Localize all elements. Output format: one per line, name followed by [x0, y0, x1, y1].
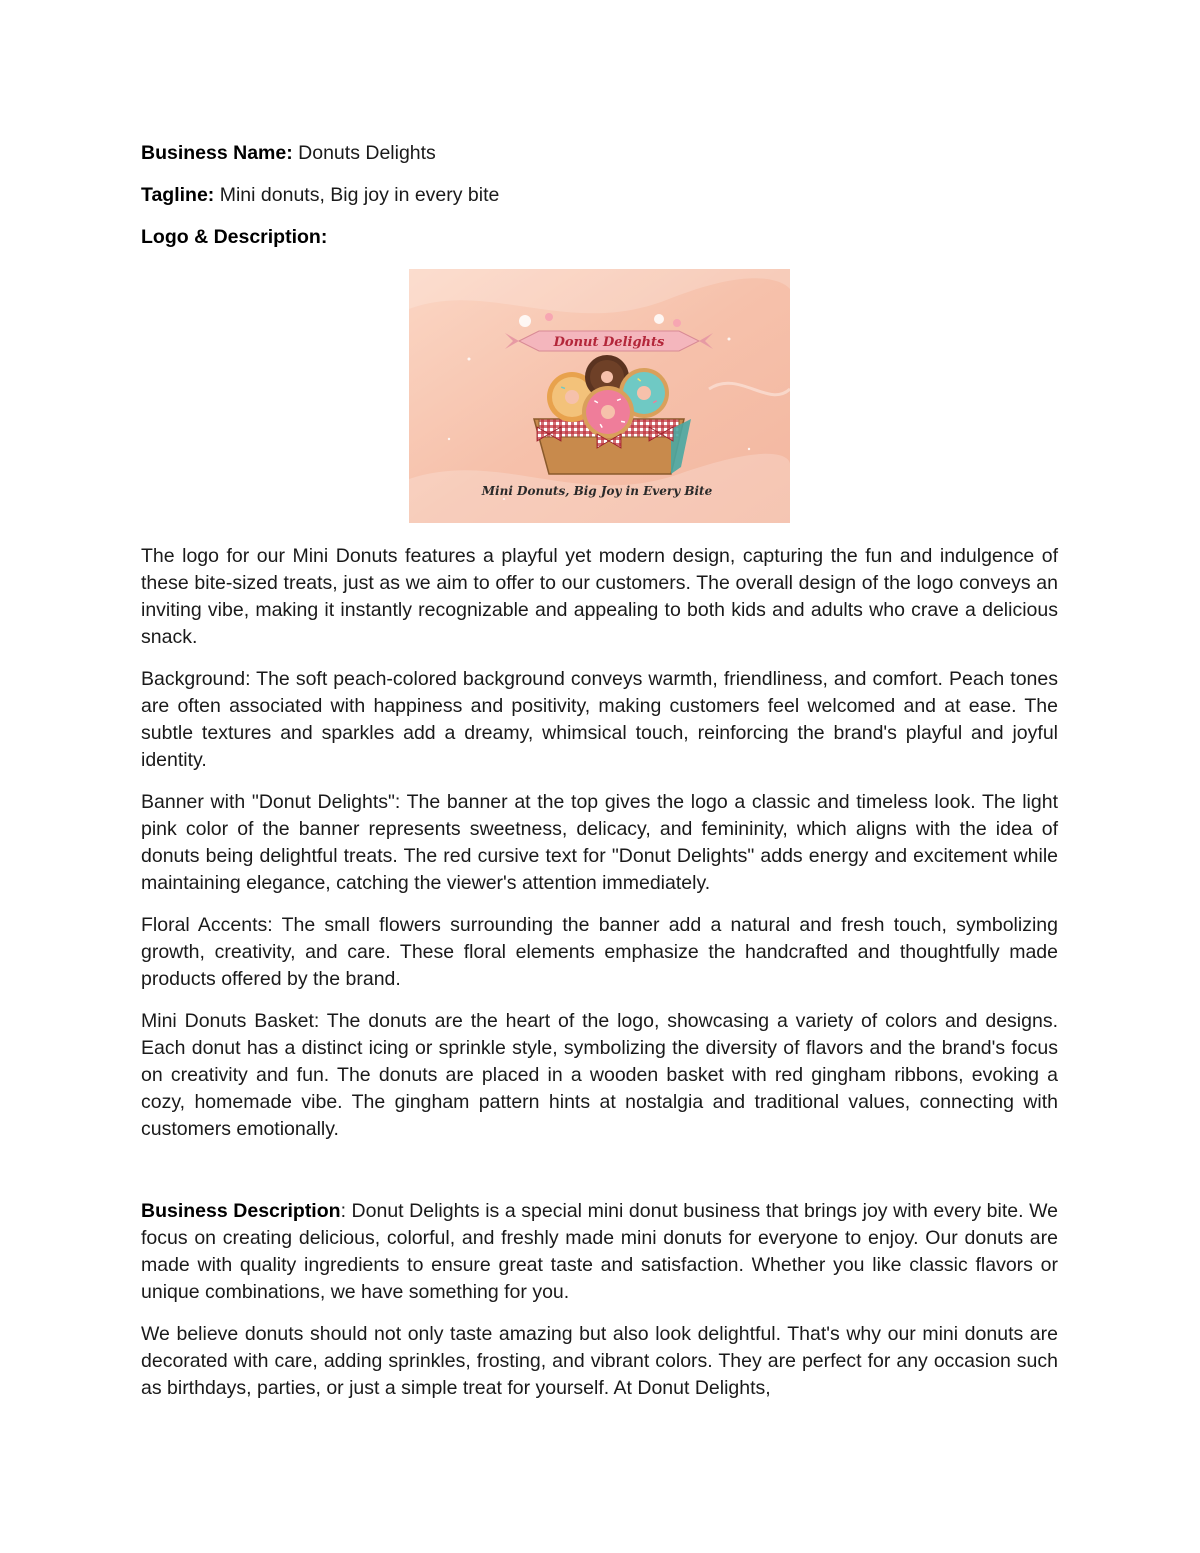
flower: [654, 314, 664, 324]
tagline-line: [141, 180, 1058, 210]
donut-pink: [582, 386, 634, 438]
business-description-label: Business Description: [141, 1200, 341, 1222]
flower: [545, 313, 553, 321]
paragraph-business-description: [141, 1198, 1058, 1306]
paragraph-basket: Mini Donuts Basket: The donuts are the heart of the logo, showcasing a variety of colors and designs. Each donut has a distinct icing or sprinkle style, symbolizing the diversity of flavors and the brand's focus on creativity and fun. The donuts are placed in a wooden basket with red gingham ribbons, evoking a cozy, homemade vibe. The gingham pattern hints at nostalgia and traditional values, connecting with customers emotionally.: [141, 1010, 1058, 1140]
logo-illustration: [409, 269, 790, 523]
tagline-value: Mini donuts, Big joy in every bite: [219, 184, 500, 206]
paragraph-background: Background: The soft peach-colored background conveys warmth, friendliness, and comfort. Peach tones are often associated with happiness and positivity, making customers feel welcomed and at ease. The subtle textures and sparkles add a dreamy, whimsical touch, reinforcing the brand's playful and joyful identity.: [141, 668, 1058, 771]
document-page: [141, 138, 1058, 1417]
business-name-line: [141, 138, 1058, 168]
section-gap: [141, 1158, 1058, 1198]
logo-image: [409, 269, 790, 523]
flower: [673, 319, 681, 327]
business-name-value: Donuts Delights: [298, 142, 436, 164]
logo-tagline-text: Mini Donuts, Big Joy in Every Bite: [481, 484, 713, 498]
paragraph-banner: Banner with "Donut Delights": The banner at the top gives the logo a classic and timeless look. The light pink color of the banner represents sweetness, delicacy, and femininity, which aligns with the idea of donuts being delightful treats. The red cursive text for "Donut Delights" adds energy and excitement while maintaining elegance, catching the viewer's attention immediately.: [141, 791, 1058, 894]
logo-label: Logo & Description:: [141, 226, 328, 248]
logo-heading: [141, 222, 1058, 252]
banner-text: Donut Delights: [553, 335, 665, 350]
tagline-label: Tagline:: [141, 184, 215, 206]
business-name-label: Business Name:: [141, 142, 293, 164]
paragraph-business-second: We believe donuts should not only taste amazing but also look delightful. That's why our mini donuts are decorated with care, adding sprinkles, frosting, and vibrant colors. They are perfect for any occasion such as birthdays, parties, or just a simple treat for yourself. At Donut Delights,: [141, 1323, 1058, 1399]
business-description-text: : Donut Delights is a special mini donut business that brings joy with every bite. We focus on creating delicious, colorful, and freshly made mini donuts for everyone to enjoy. Our donuts are made with quality ingredients to ensure great taste and satisfaction. Whether you like classic flavors or unique combinations, we have something for you.: [141, 1200, 1058, 1303]
flower: [519, 315, 531, 327]
paragraph-floral: Floral Accents: The small flowers surrounding the banner add a natural and fresh touch, symbolizing growth, creativity, and care. These floral elements emphasize the handcrafted and thoughtfully made products offered by the brand.: [141, 914, 1058, 990]
paragraph-intro: The logo for our Mini Donuts features a playful yet modern design, capturing the fun and indulgence of these bite-sized treats, just as we aim to offer to our customers. The overall design of the logo conveys an inviting vibe, making it instantly recognizable and appealing to both kids and adults who crave a delicious snack.: [141, 545, 1058, 648]
